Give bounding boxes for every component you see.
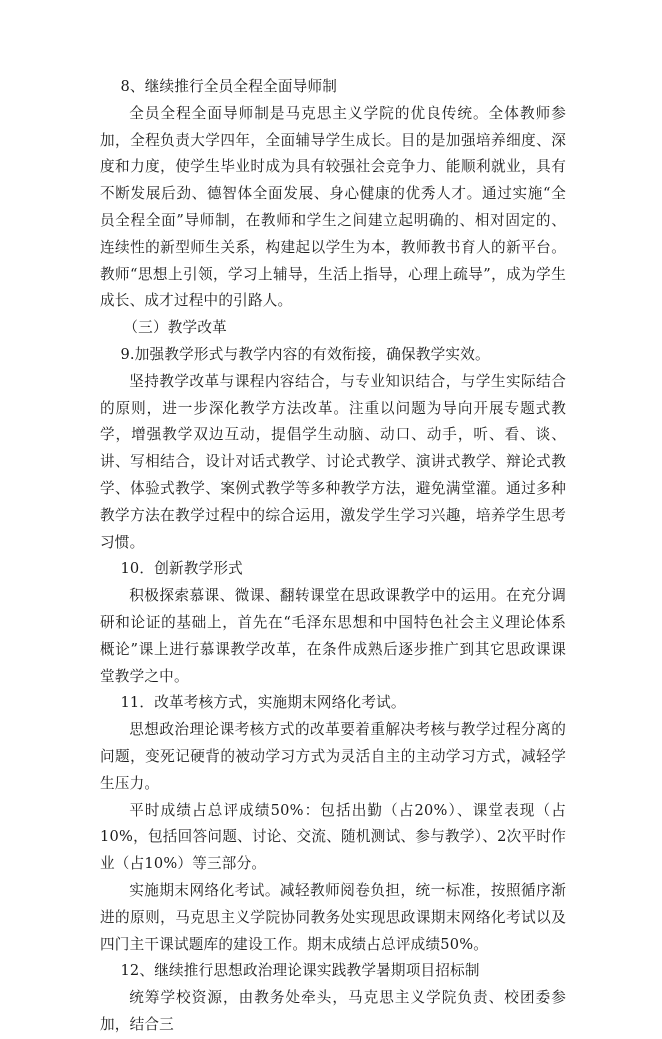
item-11-paragraph-3: 实施期末网络化考试。减轻教师阅卷负担，统一标准，按照循序渐进的原则，马克思主义学院协同教务处实现思政课期末网络化考试以及四门主干课试题库的建设工作。期末成绩占总评成绩50%。 <box>100 881 566 953</box>
item-12-heading: 12、继续推行思想政治理论课实践教学暑期项目招标制 <box>120 962 480 980</box>
item-12-paragraph: 统筹学校资源，由教务处牵头，马克思主义学院负责、校团委参加，结合三 <box>100 989 566 1033</box>
document-page <box>100 74 566 1039</box>
item-9-heading: 9.加强教学形式与教学内容的有效衔接，确保教学实效。 <box>120 345 490 363</box>
item-8-heading: 8、继续推行全员全程全面导师制 <box>120 78 338 95</box>
item-10-heading: 10．创新教学形式 <box>120 560 243 578</box>
item-11-paragraph-1: 思想政治理论课考核方式的改革要着重解决考核与教学过程分离的问题，变死记硬背的被动学习方式为灵活自主的主动学习方式，减轻学生压力。 <box>100 721 566 792</box>
item-10-paragraph: 积极探索慕课、微课、翻转课堂在思政课教学中的运用。在充分调研和论证的基础上，首先在“毛泽东思想和中国特色社会主义理论体系概论”课上进行慕课教学改革，在条件成熟后逐步推广到其它思政课课堂教学之中。 <box>100 587 566 685</box>
item-8-paragraph: 全员全程全面导师制是马克思主义学院的优良传统。全体教师参加，全程负责大学四年，全面辅导学生成长。目的是加强培养细度、深度和力度，使学生毕业时成为具有较强社会竞争力、能顺利就业，具有不断发展后劲、德智体全面发展、身心健康的优秀人才。通过实施“全员全程全面”导师制，在教师和学生之间建立起明确的、相对固定的、连续性的新型师生关系，构建起以学生为本，教师教书育人的新平台。教师“思想上引领，学习上辅导，生活上指导，心理上疏导”，成为学生成长、成才过程中的引路人。 <box>100 104 566 310</box>
section-3-heading: （三）教学改革 <box>123 319 227 337</box>
item-9-paragraph: 坚持教学改革与课程内容结合，与专业知识结合，与学生实际结合的原则，进一步深化教学方法改革。注重以问题为导向开展专题式教学，增强教学双边互动，提倡学生动脑、动口、动手，听、看、谈、讲、写相结合，设计对话式教学、讨论式教学、演讲式教学、辩论式教学、体验式教学、案例式教学等多种教学方法，避免满堂灌。通过多种教学方法在教学过程中的综合运用，激发学生学习兴趣，培养学生思考习惯。 <box>100 372 566 551</box>
item-11-heading: 11．改革考核方式，实施期末网络化考试。 <box>120 694 406 712</box>
item-11-paragraph-2: 平时成绩占总评成绩50%：包括出勤（占20%）、课堂表现（占10%，包括回答问题、讨论、交流、随机测试、参与教学）、2次平时作业（占10%）等三部分。 <box>100 801 566 873</box>
